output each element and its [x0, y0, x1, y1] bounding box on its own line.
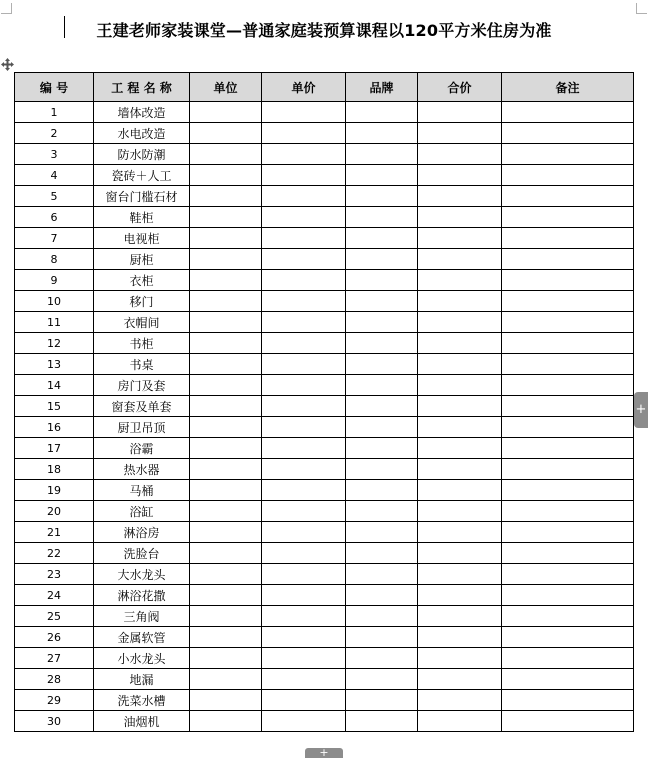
row-number-cell[interactable]: 14	[15, 375, 94, 396]
row-number-cell[interactable]: 21	[15, 522, 94, 543]
brand-cell[interactable]	[346, 270, 418, 291]
remark-cell[interactable]	[502, 627, 634, 648]
total-price-cell[interactable]	[418, 564, 502, 585]
brand-cell[interactable]	[346, 564, 418, 585]
total-price-cell[interactable]	[418, 417, 502, 438]
unit-price-cell[interactable]	[262, 312, 346, 333]
remark-cell[interactable]	[502, 354, 634, 375]
column-header[interactable]: 单位	[190, 73, 262, 102]
table-row	[15, 123, 634, 144]
table-row	[15, 186, 634, 207]
table-row	[15, 375, 634, 396]
item-name-cell[interactable]: 窗套及单套	[94, 396, 190, 417]
unit-price-cell[interactable]	[262, 648, 346, 669]
table-row	[15, 165, 634, 186]
table-row	[15, 270, 634, 291]
unit-price-cell[interactable]	[262, 627, 346, 648]
row-number-cell[interactable]: 27	[15, 648, 94, 669]
unit-price-cell[interactable]	[262, 249, 346, 270]
row-number-cell[interactable]: 30	[15, 711, 94, 732]
table-row	[15, 207, 634, 228]
brand-cell[interactable]	[346, 354, 418, 375]
unit-cell[interactable]	[190, 270, 262, 291]
brand-cell[interactable]	[346, 480, 418, 501]
table-move-handle[interactable]	[1, 58, 14, 71]
item-name-cell[interactable]: 书柜	[94, 333, 190, 354]
remark-cell[interactable]	[502, 375, 634, 396]
row-number-cell[interactable]: 23	[15, 564, 94, 585]
row-number-cell[interactable]: 2	[15, 123, 94, 144]
unit-price-cell[interactable]	[262, 102, 346, 123]
remark-cell[interactable]	[502, 648, 634, 669]
table-row	[15, 627, 634, 648]
page-corner-mark-right	[636, 3, 647, 14]
row-number-cell[interactable]: 18	[15, 459, 94, 480]
remark-cell[interactable]	[502, 690, 634, 711]
row-number-cell[interactable]: 5	[15, 186, 94, 207]
item-name-cell[interactable]: 水电改造	[94, 123, 190, 144]
column-header[interactable]: 品牌	[346, 73, 418, 102]
total-price-cell[interactable]	[418, 249, 502, 270]
unit-cell[interactable]	[190, 354, 262, 375]
brand-cell[interactable]	[346, 291, 418, 312]
unit-cell[interactable]	[190, 123, 262, 144]
move-cross-icon	[1, 58, 14, 71]
remark-cell[interactable]	[502, 312, 634, 333]
row-number-cell[interactable]: 11	[15, 312, 94, 333]
item-name-cell[interactable]: 窗台门槛石材	[94, 186, 190, 207]
remark-cell[interactable]	[502, 585, 634, 606]
table-row	[15, 564, 634, 585]
brand-cell[interactable]	[346, 123, 418, 144]
table-row	[15, 501, 634, 522]
unit-price-cell[interactable]	[262, 606, 346, 627]
unit-price-cell[interactable]	[262, 396, 346, 417]
remark-cell[interactable]	[502, 186, 634, 207]
remark-cell[interactable]	[502, 249, 634, 270]
table-row	[15, 354, 634, 375]
total-price-cell[interactable]	[418, 480, 502, 501]
unit-price-cell[interactable]	[262, 186, 346, 207]
total-price-cell[interactable]	[418, 186, 502, 207]
unit-cell[interactable]	[190, 333, 262, 354]
row-number-cell[interactable]: 9	[15, 270, 94, 291]
row-number-cell[interactable]: 24	[15, 585, 94, 606]
unit-price-cell[interactable]	[262, 543, 346, 564]
remark-cell[interactable]	[502, 606, 634, 627]
item-name-cell[interactable]: 金属软管	[94, 627, 190, 648]
table-row	[15, 459, 634, 480]
row-number-cell[interactable]: 20	[15, 501, 94, 522]
item-name-cell[interactable]: 地漏	[94, 669, 190, 690]
unit-cell[interactable]	[190, 438, 262, 459]
column-header[interactable]: 单价	[262, 73, 346, 102]
remark-cell[interactable]	[502, 543, 634, 564]
row-number-cell[interactable]: 4	[15, 165, 94, 186]
total-price-cell[interactable]	[418, 354, 502, 375]
table-row	[15, 606, 634, 627]
unit-price-cell[interactable]	[262, 564, 346, 585]
unit-cell[interactable]	[190, 711, 262, 732]
item-name-cell[interactable]: 墙体改造	[94, 102, 190, 123]
total-price-cell[interactable]	[418, 165, 502, 186]
row-number-cell[interactable]: 1	[15, 102, 94, 123]
table-row	[15, 480, 634, 501]
brand-cell[interactable]	[346, 312, 418, 333]
row-number-cell[interactable]: 13	[15, 354, 94, 375]
unit-cell[interactable]	[190, 417, 262, 438]
remark-cell[interactable]	[502, 123, 634, 144]
item-name-cell[interactable]: 马桶	[94, 480, 190, 501]
remark-cell[interactable]	[502, 522, 634, 543]
remark-cell[interactable]	[502, 207, 634, 228]
total-price-cell[interactable]	[418, 438, 502, 459]
item-name-cell[interactable]: 淋浴花撒	[94, 585, 190, 606]
brand-cell[interactable]	[346, 249, 418, 270]
brand-cell[interactable]	[346, 585, 418, 606]
remark-cell[interactable]	[502, 711, 634, 732]
add-row-handle[interactable]	[305, 748, 343, 758]
unit-cell[interactable]	[190, 459, 262, 480]
unit-cell[interactable]	[190, 165, 262, 186]
unit-cell[interactable]	[190, 648, 262, 669]
unit-cell[interactable]	[190, 669, 262, 690]
item-name-cell[interactable]: 瓷砖＋人工	[94, 165, 190, 186]
item-name-cell[interactable]: 洗脸台	[94, 543, 190, 564]
unit-price-cell[interactable]	[262, 165, 346, 186]
unit-cell[interactable]	[190, 375, 262, 396]
item-name-cell[interactable]: 鞋柜	[94, 207, 190, 228]
row-number-cell[interactable]: 26	[15, 627, 94, 648]
table-body	[15, 102, 634, 732]
unit-price-cell[interactable]	[262, 669, 346, 690]
table-row	[15, 711, 634, 732]
row-number-cell[interactable]: 19	[15, 480, 94, 501]
total-price-cell[interactable]	[418, 522, 502, 543]
table-row	[15, 522, 634, 543]
unit-price-cell[interactable]	[262, 291, 346, 312]
unit-price-cell[interactable]	[262, 480, 346, 501]
table-row	[15, 585, 634, 606]
unit-price-cell[interactable]	[262, 438, 346, 459]
item-name-cell[interactable]: 房门及套	[94, 375, 190, 396]
unit-cell[interactable]	[190, 627, 262, 648]
row-number-cell[interactable]: 28	[15, 669, 94, 690]
table-row	[15, 417, 634, 438]
item-name-cell[interactable]: 厨卫吊顶	[94, 417, 190, 438]
remark-cell[interactable]	[502, 144, 634, 165]
item-name-cell[interactable]: 书桌	[94, 354, 190, 375]
total-price-cell[interactable]	[418, 396, 502, 417]
column-header[interactable]: 备注	[502, 73, 634, 102]
unit-cell[interactable]	[190, 312, 262, 333]
unit-cell[interactable]	[190, 585, 262, 606]
item-name-cell[interactable]: 移门	[94, 291, 190, 312]
table-row	[15, 312, 634, 333]
item-name-cell[interactable]: 大水龙头	[94, 564, 190, 585]
brand-cell[interactable]	[346, 333, 418, 354]
brand-cell[interactable]	[346, 102, 418, 123]
total-price-cell[interactable]	[418, 144, 502, 165]
total-price-cell[interactable]	[418, 312, 502, 333]
row-number-cell[interactable]: 22	[15, 543, 94, 564]
row-number-cell[interactable]: 29	[15, 690, 94, 711]
row-number-cell[interactable]: 17	[15, 438, 94, 459]
total-price-cell[interactable]	[418, 627, 502, 648]
item-name-cell[interactable]: 防水防潮	[94, 144, 190, 165]
unit-price-cell[interactable]	[262, 228, 346, 249]
brand-cell[interactable]	[346, 375, 418, 396]
unit-cell[interactable]	[190, 501, 262, 522]
remark-cell[interactable]	[502, 270, 634, 291]
unit-cell[interactable]	[190, 396, 262, 417]
remark-cell[interactable]	[502, 669, 634, 690]
item-name-cell[interactable]: 洗菜水槽	[94, 690, 190, 711]
remark-cell[interactable]	[502, 480, 634, 501]
brand-cell[interactable]	[346, 396, 418, 417]
unit-cell[interactable]	[190, 606, 262, 627]
item-name-cell[interactable]: 热水器	[94, 459, 190, 480]
unit-price-cell[interactable]	[262, 207, 346, 228]
plus-icon: +	[319, 746, 329, 759]
unit-price-cell[interactable]	[262, 417, 346, 438]
brand-cell[interactable]	[346, 543, 418, 564]
brand-cell[interactable]	[346, 669, 418, 690]
item-name-cell[interactable]: 小水龙头	[94, 648, 190, 669]
brand-cell[interactable]	[346, 186, 418, 207]
row-number-cell[interactable]: 6	[15, 207, 94, 228]
table-row	[15, 291, 634, 312]
remark-cell[interactable]	[502, 438, 634, 459]
unit-price-cell[interactable]	[262, 123, 346, 144]
unit-cell[interactable]	[190, 291, 262, 312]
unit-price-cell[interactable]	[262, 375, 346, 396]
brand-cell[interactable]	[346, 228, 418, 249]
total-price-cell[interactable]	[418, 459, 502, 480]
total-price-cell[interactable]	[418, 501, 502, 522]
remark-cell[interactable]	[502, 291, 634, 312]
unit-cell[interactable]	[190, 144, 262, 165]
row-number-cell[interactable]: 15	[15, 396, 94, 417]
brand-cell[interactable]	[346, 417, 418, 438]
document-title[interactable]: 王建老师家装课堂—普通家庭装预算课程以120平方米住房为准	[96, 21, 552, 40]
unit-cell[interactable]	[190, 228, 262, 249]
row-number-cell[interactable]: 16	[15, 417, 94, 438]
table-row	[15, 669, 634, 690]
row-number-cell[interactable]: 7	[15, 228, 94, 249]
table-row	[15, 690, 634, 711]
total-price-cell[interactable]	[418, 291, 502, 312]
remark-cell[interactable]	[502, 396, 634, 417]
column-header[interactable]: 工 程 名 称	[94, 73, 190, 102]
total-price-cell[interactable]	[418, 375, 502, 396]
total-price-cell[interactable]	[418, 585, 502, 606]
page-corner-mark-left	[1, 3, 12, 14]
plus-icon: +	[635, 402, 647, 417]
row-number-cell[interactable]: 8	[15, 249, 94, 270]
row-number-cell[interactable]: 25	[15, 606, 94, 627]
table-row	[15, 396, 634, 417]
unit-cell[interactable]	[190, 102, 262, 123]
table-row	[15, 228, 634, 249]
unit-cell[interactable]	[190, 690, 262, 711]
brand-cell[interactable]	[346, 522, 418, 543]
brand-cell[interactable]	[346, 648, 418, 669]
item-name-cell[interactable]: 淋浴房	[94, 522, 190, 543]
remark-cell[interactable]	[502, 333, 634, 354]
total-price-cell[interactable]	[418, 711, 502, 732]
add-column-handle[interactable]	[634, 392, 648, 428]
remark-cell[interactable]	[502, 501, 634, 522]
total-price-cell[interactable]	[418, 102, 502, 123]
unit-price-cell[interactable]	[262, 333, 346, 354]
brand-cell[interactable]	[346, 144, 418, 165]
unit-cell[interactable]	[190, 543, 262, 564]
total-price-cell[interactable]	[418, 123, 502, 144]
total-price-cell[interactable]	[418, 207, 502, 228]
brand-cell[interactable]	[346, 501, 418, 522]
total-price-cell[interactable]	[418, 333, 502, 354]
item-name-cell[interactable]: 油烟机	[94, 711, 190, 732]
item-name-cell[interactable]: 衣柜	[94, 270, 190, 291]
unit-cell[interactable]	[190, 207, 262, 228]
unit-price-cell[interactable]	[262, 522, 346, 543]
unit-cell[interactable]	[190, 249, 262, 270]
item-name-cell[interactable]: 衣帽间	[94, 312, 190, 333]
total-price-cell[interactable]	[418, 669, 502, 690]
item-name-cell[interactable]: 浴缸	[94, 501, 190, 522]
total-price-cell[interactable]	[418, 606, 502, 627]
total-price-cell[interactable]	[418, 648, 502, 669]
column-header[interactable]: 合价	[418, 73, 502, 102]
budget-table	[14, 72, 634, 732]
brand-cell[interactable]	[346, 459, 418, 480]
table-row	[15, 333, 634, 354]
brand-cell[interactable]	[346, 711, 418, 732]
unit-price-cell[interactable]	[262, 354, 346, 375]
unit-cell[interactable]	[190, 186, 262, 207]
unit-price-cell[interactable]	[262, 585, 346, 606]
remark-cell[interactable]	[502, 564, 634, 585]
table-row	[15, 144, 634, 165]
unit-price-cell[interactable]	[262, 144, 346, 165]
remark-cell[interactable]	[502, 459, 634, 480]
table-row	[15, 543, 634, 564]
unit-cell[interactable]	[190, 564, 262, 585]
table-row	[15, 249, 634, 270]
unit-price-cell[interactable]	[262, 459, 346, 480]
unit-cell[interactable]	[190, 480, 262, 501]
unit-price-cell[interactable]	[262, 270, 346, 291]
row-number-cell[interactable]: 10	[15, 291, 94, 312]
unit-price-cell[interactable]	[262, 711, 346, 732]
remark-cell[interactable]	[502, 417, 634, 438]
row-number-cell[interactable]: 12	[15, 333, 94, 354]
table-header-row	[15, 73, 634, 102]
column-header[interactable]: 编 号	[15, 73, 94, 102]
total-price-cell[interactable]	[418, 228, 502, 249]
brand-cell[interactable]	[346, 690, 418, 711]
brand-cell[interactable]	[346, 438, 418, 459]
unit-cell[interactable]	[190, 522, 262, 543]
item-name-cell[interactable]: 浴霸	[94, 438, 190, 459]
brand-cell[interactable]	[346, 627, 418, 648]
table-row	[15, 438, 634, 459]
brand-cell[interactable]	[346, 606, 418, 627]
remark-cell[interactable]	[502, 165, 634, 186]
unit-price-cell[interactable]	[262, 501, 346, 522]
total-price-cell[interactable]	[418, 270, 502, 291]
remark-cell[interactable]	[502, 228, 634, 249]
brand-cell[interactable]	[346, 207, 418, 228]
item-name-cell[interactable]: 三角阀	[94, 606, 190, 627]
item-name-cell[interactable]: 厨柜	[94, 249, 190, 270]
remark-cell[interactable]	[502, 102, 634, 123]
total-price-cell[interactable]	[418, 690, 502, 711]
brand-cell[interactable]	[346, 165, 418, 186]
total-price-cell[interactable]	[418, 543, 502, 564]
table-row	[15, 648, 634, 669]
row-number-cell[interactable]: 3	[15, 144, 94, 165]
unit-price-cell[interactable]	[262, 690, 346, 711]
item-name-cell[interactable]: 电视柜	[94, 228, 190, 249]
table-row	[15, 102, 634, 123]
